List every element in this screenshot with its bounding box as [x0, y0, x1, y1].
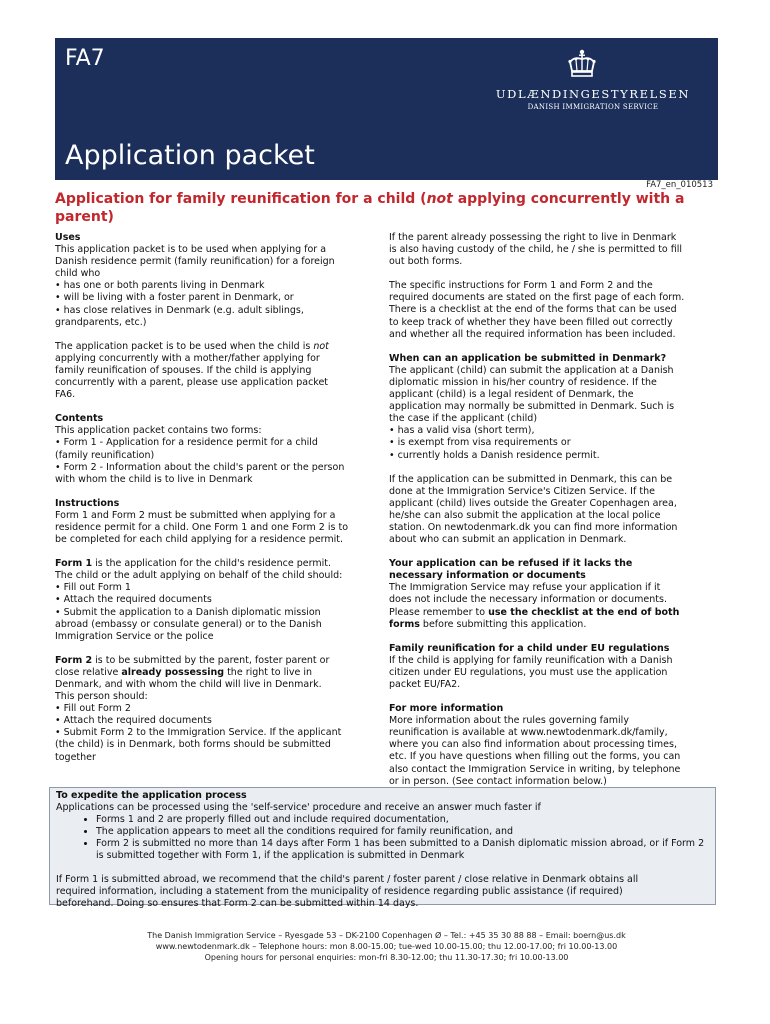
main-title-italic: not [426, 191, 453, 207]
text-line: applicant (child) lives outside the Greater Copenhagen area, [389, 497, 677, 509]
list-item: • Attach the required documents [55, 715, 212, 727]
text-line: be completed for each child applying for a residence permit. [55, 534, 344, 546]
list-item: • Fill out Form 1 [55, 582, 131, 594]
expedite-info-box [49, 787, 716, 909]
text-span: is the application for the child's residence permit. [92, 558, 331, 570]
text-line: residence permit for a child. One Form 1 and one Form 2 is to [55, 521, 349, 533]
text-line: There is a checklist at the end of the forms that can be used [389, 304, 677, 316]
text-line: citizen under EU regulations, you must use the application [389, 666, 668, 678]
text-line: together [55, 751, 96, 763]
footer-line: The Danish Immigration Service – Ryesgade 53 – DK-2100 Copenhagen Ø – Tel.: +45 35 30 88 88 – Email: boern@us.dk [147, 931, 626, 940]
main-title-part1: Application for family reunification for a child ( [55, 191, 427, 207]
agency-subtitle: DANISH IMMIGRATION SERVICE [527, 103, 659, 111]
text-line: reunification is available at www.newtodenmark.dk/family, [389, 727, 668, 739]
text-line: required information, including a statement from the municipality of residence regarding public assistance (if required) [56, 886, 623, 897]
text-line: packet EU/FA2. [389, 679, 461, 690]
text-line: to keep track of whether they have been filled out correctly [389, 316, 673, 328]
main-title [55, 190, 715, 226]
emphasis-bold: already possessing [121, 666, 225, 678]
list-item: • Submit Form 2 to the Immigration Service. If the applicant [55, 727, 342, 739]
text-span: before submitting this application. [419, 618, 587, 630]
text-line: The child or the adult applying on behalf of the child should: [55, 570, 343, 582]
text-line: with whom the child is to live in Denmark [55, 473, 253, 485]
text-line: The applicant (child) can submit the application at a Danish [389, 364, 674, 376]
emphasis-bold: use the checklist at the end of both [488, 606, 680, 618]
text-line: abroad (embassy or consulate general) or to the Danish [55, 618, 322, 630]
text-line: FA6. [55, 389, 76, 401]
page-title: Application packet [65, 140, 315, 171]
text-line: application may normally be submitted in Denmark. Such is [389, 401, 675, 413]
contents-heading: Contents [55, 413, 104, 425]
text-line: This application packet is to be used when applying for a [55, 244, 327, 256]
refused-heading: Your application can be refused if it lacks the [389, 558, 633, 570]
text-line: This application packet contains two forms: [55, 425, 262, 437]
text-line: The specific instructions for Form 1 and Form 2 and the [389, 280, 653, 292]
list-item: • Submit the application to a Danish diplomatic mission [55, 606, 321, 618]
text-line: If the child is applying for family reunification with a Danish [389, 654, 673, 666]
text-line: done at the Immigration Service's Citizen Service. If the [389, 485, 655, 497]
text-line [55, 655, 380, 667]
footer-line: www.newtodenmark.dk – Telephone hours: mon 8.00-15.00; tue-wed 10.00-15.00; thu 12.00-17.00; fri 10.00-13.00 [155, 942, 618, 951]
text-line: diplomatic mission in his/her country of residence. If the [389, 376, 657, 388]
text-line: about who can submit an application in Denmark. [389, 534, 627, 546]
text-line: Danish residence permit (family reunification) for a foreign [55, 256, 335, 268]
text-line: Form 1 and Form 2 must be submitted when applying for a [55, 509, 336, 521]
text-line [389, 619, 717, 631]
footer-contact [55, 930, 718, 963]
form-code: FA7 [65, 46, 105, 71]
list-item: • has one or both parents living in Denmark [55, 280, 265, 292]
text-line: station. On newtodenmark.dk you can find more information [389, 521, 678, 533]
text-span: is to be submitted by the parent, foster parent or [92, 654, 330, 666]
text-line: Denmark, and with whom the child will live in Denmark. [55, 679, 322, 690]
crown-logo-icon [566, 48, 598, 80]
more-info-heading: For more information [389, 703, 504, 715]
list-item: • is exempt from visa requirements or [389, 437, 571, 449]
box-intro: Applications can be processed using the 'self-service' procedure and receive an answer much faster if [56, 802, 541, 813]
text-line: he/she can also submit the application at the local police [389, 509, 661, 521]
agency-name: UDLÆNDINGESTYRELSEN [495, 87, 690, 101]
text-line: applying concurrently with a mother/father applying for [55, 352, 320, 364]
text-line: out both forms. [389, 256, 463, 268]
main-title-part2: applying concurrently with a parent) [55, 191, 685, 225]
box-heading: To expedite the application process [56, 790, 247, 801]
text-line [55, 558, 380, 570]
text-line: family reunification of spouses. If the child is applying [55, 364, 312, 376]
form2-label: Form 2 [55, 654, 93, 666]
text-line: required documents are stated on the first page of each form. [389, 292, 685, 304]
refused-heading-cont: necessary information or documents [389, 570, 586, 582]
text-span: The application packet is to be used when the child is [55, 340, 314, 352]
text-line: is also having custody of the child, he / she is permitted to fill [389, 244, 683, 256]
instructions-heading: Instructions [55, 497, 120, 509]
text-line: concurrently with a parent, please use application packet [55, 377, 329, 389]
document-reference: FA7_en_010513 [646, 180, 713, 190]
agency-logo [496, 87, 690, 111]
text-line: beforehand. Doing so ensures that Form 2 can be submitted within 14 days. [56, 898, 419, 909]
list-item: • Fill out Form 2 [55, 703, 131, 715]
text-line: the case if the applicant (child) [389, 413, 538, 425]
text-line [55, 341, 380, 353]
text-line: etc. If you have questions when filling out the forms, you can [389, 751, 681, 763]
list-item: • Form 1 - Application for a residence permit for a child [55, 437, 318, 449]
text-line: This person should: [55, 691, 148, 703]
text-line: If Form 1 is submitted abroad, we recommend that the child's parent / foster parent / close relative in Denmark obtains all [56, 874, 639, 885]
list-item: • has a valid visa (short term), [389, 425, 535, 437]
text-line: or in person. (See contact information below.) [389, 775, 607, 787]
list-item: • The application appears to meet all the conditions required for family reunification, and [96, 826, 709, 838]
text-line: and whether all the required information has been included. [389, 328, 676, 340]
box-list [56, 814, 709, 862]
text-line: (the child) is in Denmark, both forms should be submitted [55, 739, 331, 751]
text-line: does not include the necessary information or documents. [389, 594, 667, 606]
list-item: • Form 2 is submitted no more than 14 days after Form 1 has been submitted to a Danish diplomatic mission abroad, or if Form 2 is submitted together with Form 1, if the application is submitted in Denmark [96, 838, 709, 862]
text-line: where you can also find information about processing times, [389, 739, 677, 751]
list-item: • Forms 1 and 2 are properly filled out and include required documentation, [96, 814, 709, 826]
text-line: child who [55, 268, 101, 280]
text-span: the right to live in [224, 666, 313, 678]
form1-label: Form 1 [55, 558, 93, 570]
list-item: • Form 2 - Information about the child's parent or the person [55, 461, 345, 473]
eu-heading: Family reunification for a child under EU regulations [389, 642, 670, 654]
text-line: applicant (child) is a legal resident of Denmark, the [389, 389, 634, 401]
text-line: grandparents, etc.) [55, 316, 147, 328]
text-line: If the parent already possessing the right to live in Denmark [389, 232, 677, 243]
text-line: More information about the rules governing family [389, 715, 629, 727]
uses-heading: Uses [55, 232, 81, 243]
list-item: • Attach the required documents [55, 594, 212, 606]
when-heading: When can an application be submitted in Denmark? [389, 352, 667, 364]
footer-line: Opening hours for personal enquiries: mon-fri 8.30-12.00; thu 11.30-17.30; fri 10.00-13.00 [204, 953, 569, 962]
text-line: The Immigration Service may refuse your application if it [389, 582, 661, 594]
text-line: (family reunification) [55, 449, 155, 461]
text-line: Immigration Service or the police [55, 630, 214, 642]
header-banner [55, 38, 718, 180]
text-line: also contact the Immigration Service in writing, by telephone [389, 763, 681, 775]
text-span: close relative [55, 666, 122, 678]
list-item: • has close relatives in Denmark (e.g. adult siblings, [55, 304, 304, 316]
emphasis-bold: forms [389, 618, 420, 630]
left-column [55, 232, 380, 764]
emphasis: not [313, 340, 329, 352]
text-span: Please remember to [389, 606, 489, 618]
right-column [389, 232, 717, 788]
list-item: • will be living with a foster parent in Denmark, or [55, 292, 294, 304]
text-line [55, 667, 380, 679]
text-line [389, 607, 717, 619]
text-line: If the application can be submitted in Denmark, this can be [389, 473, 673, 485]
list-item: • currently holds a Danish residence permit. [389, 449, 600, 461]
